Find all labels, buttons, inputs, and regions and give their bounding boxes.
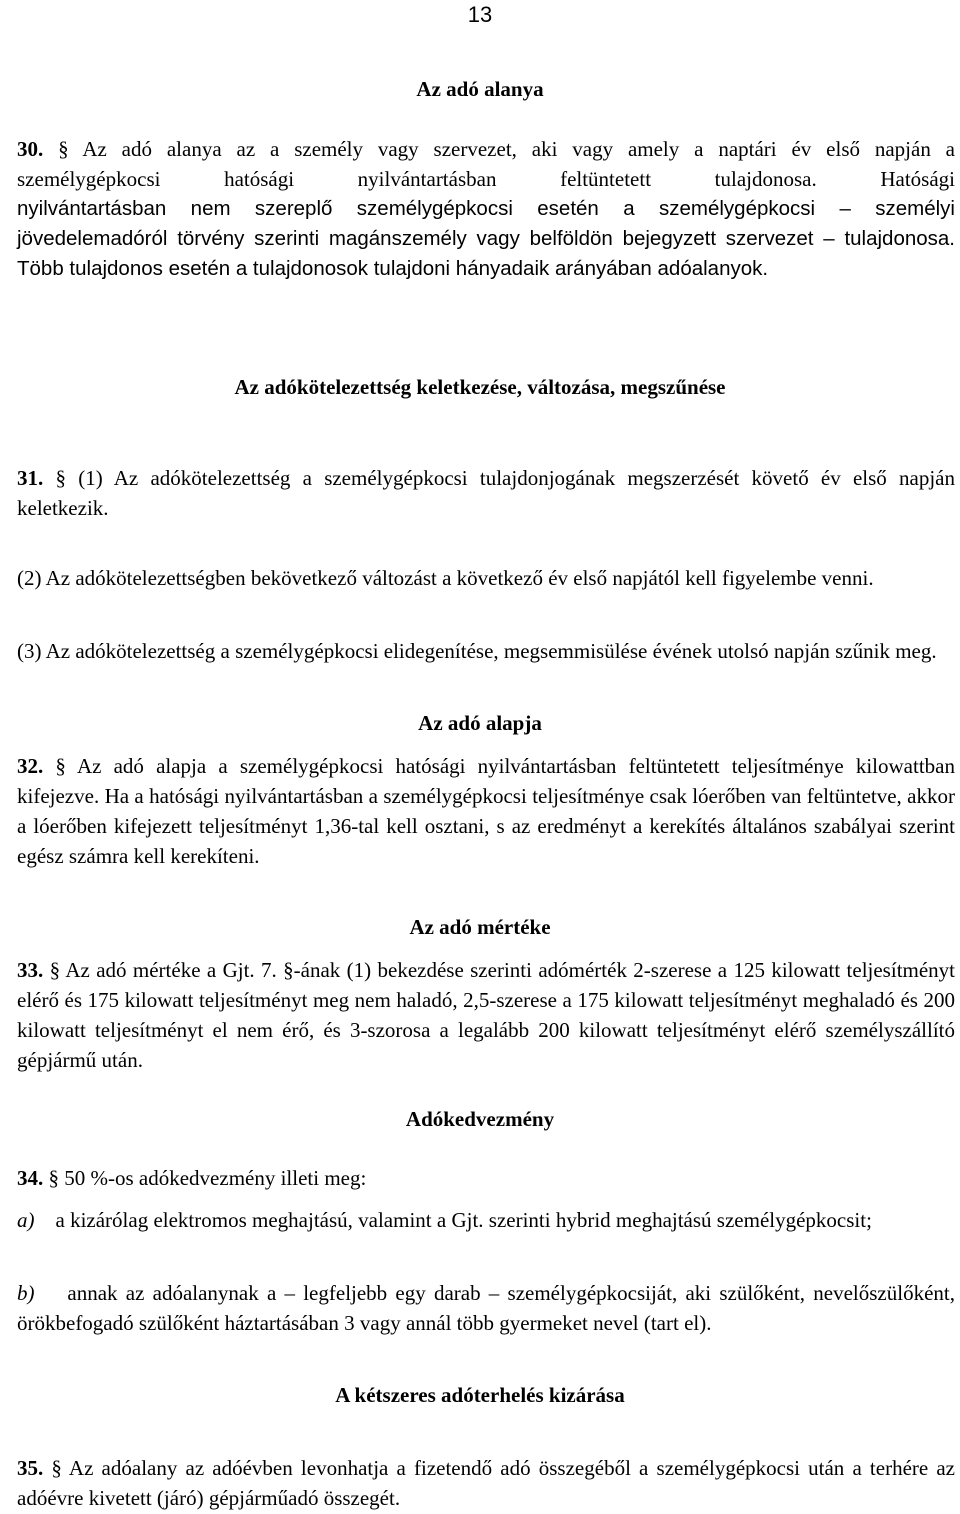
section-31 xyxy=(17,463,955,523)
section-31-para-3: (3) Az adókötelezettség a személygépkocsi elidegenítése, megsemmisülése évének utolsó napján szűnik meg. xyxy=(17,639,937,663)
section-30-line2: személygépkocsi hatósági nyilvántartásban feltüntetett tulajdonosa. Hatósági xyxy=(17,167,955,191)
heading-adoalanya: Az adó alanya xyxy=(416,77,544,101)
section-number: 32. xyxy=(17,754,44,778)
heading-adomerteke: Az adó mértéke xyxy=(409,915,551,939)
item-label: b) xyxy=(17,1281,35,1305)
section-30-line1: Az adó alanya az a személy vagy szervezet, aki vagy amely a naptári év első napján a xyxy=(82,137,956,161)
section-35-text: Az adóalany az adóévben levonhatja a fizetendő adó összegéből a személygépkocsi után a terhére az adóévre kivetett (járó) gépjárműadó összegét. xyxy=(17,1456,956,1510)
item-label: a) xyxy=(17,1208,35,1232)
section-number: 34. xyxy=(17,1166,44,1190)
section-sign: § xyxy=(51,1456,62,1480)
section-number: 35. xyxy=(17,1456,44,1480)
section-32-text: Az adó alapja a személygépkocsi hatósági nyilvántartásban feltüntetett teljesítménye kilowattban kifejezve. Ha a hatósági nyilvántartásban a személygépkocsi teljesítménye csak lóerőben van feltüntetve, akkor a lóerőben kifejezett teljesítményt 1,36-tal kell osztani, s az eredményt a kerekítés általános szabályai szerint egész számra kell kerekíteni. xyxy=(17,754,955,868)
page-number: 13 xyxy=(467,2,493,27)
section-34 xyxy=(17,1163,955,1193)
section-34-intro: 50 %-os adókedvezmény illeti meg: xyxy=(64,1166,367,1190)
section-sign: § xyxy=(58,137,69,161)
section-30-text: nyilvántartásban nem szereplő személygépkocsi esetén a személygépkocsi – személyi jövedelemadóról törvény szerinti magánszemély vagy belföldön bejegyzett szervezet – tulajdonosa. Több tulajdonos esetén a tulajdonosok tulajdoni hányadaik arányában adóalanyok. xyxy=(17,197,955,280)
section-number: 31. xyxy=(17,466,44,490)
heading-adoalapja: Az adó alapja xyxy=(418,711,542,735)
section-sign: § xyxy=(48,1166,59,1190)
item-text: annak az adóalanynak a – legfeljebb egy darab – személygépkocsiját, aki szülőként, nevelőszülőként, örökbefogadó szülőként háztartásában 3 vagy annál több gyermeket nevel (tart el). xyxy=(17,1281,955,1335)
section-34-item-a xyxy=(17,1205,955,1235)
heading-adokedvezmeny: Adókedvezmény xyxy=(405,1107,555,1131)
section-34-item-b xyxy=(17,1278,955,1338)
section-33-text: Az adó mértéke a Gjt. 7. §-ának (1) bekezdése szerinti adómérték 2-szerese a 125 kilowatt teljesítményt elérő és 175 kilowatt teljesítményt meg nem haladó, 2,5-szerese a 175 kilowatt teljesítményt meghaladó és 200 kilowatt teljesítményt el nem érő, és 3-szorosa a legalább 200 kilowatt teljesítményt elérő személyszállító gépjármű után. xyxy=(17,958,956,1072)
section-31-para-1: (1) Az adókötelezettség a személygépkocsi tulajdonjogának megszerzését követő év első napján keletkezik. xyxy=(17,466,956,520)
section-number: 33. xyxy=(17,958,44,982)
section-33 xyxy=(17,955,955,1075)
section-sign: § xyxy=(55,754,66,778)
section-number: 30. xyxy=(17,137,44,161)
heading-ketszeres: A kétszeres adóterhelés kizárása xyxy=(335,1383,625,1407)
section-31-para-2: (2) Az adókötelezettségben bekövetkező változást a következő év első napjától kell figyelembe venni. xyxy=(17,566,874,590)
section-sign: § xyxy=(55,466,66,490)
section-30 xyxy=(17,134,955,284)
item-text: a kizárólag elektromos meghajtású, valamint a Gjt. szerinti hybrid meghajtású személygépkocsit; xyxy=(55,1208,872,1232)
section-32 xyxy=(17,751,955,871)
section-35 xyxy=(17,1453,955,1513)
heading-adokotelezettseg: Az adókötelezettség keletkezése, változása, megszűnése xyxy=(234,375,726,399)
section-sign: § xyxy=(49,958,61,982)
